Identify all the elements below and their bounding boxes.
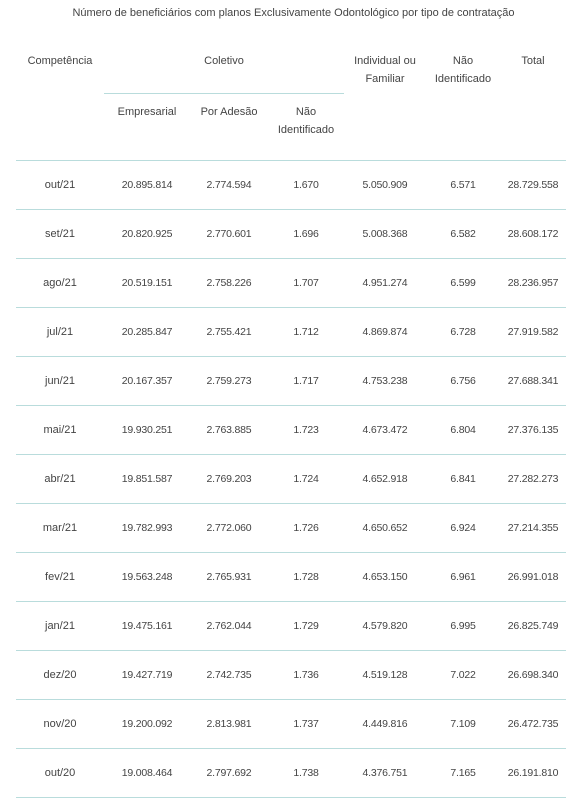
cell-individual: 4.519.128 — [344, 650, 426, 699]
cell-nao-identificado: 6.924 — [426, 503, 500, 552]
cell-empresarial: 20.167.357 — [104, 356, 190, 405]
header-nao-identificado-coletivo: Não Identificado — [268, 93, 344, 160]
cell-empresarial: 19.563.248 — [104, 552, 190, 601]
cell-nao-identificado: 7.109 — [426, 699, 500, 748]
cell-competencia: fev/21 — [16, 552, 104, 601]
cell-competencia: nov/20 — [16, 699, 104, 748]
cell-nao-identificado-coletivo: 1.717 — [268, 356, 344, 405]
cell-total: 26.825.749 — [500, 601, 566, 650]
cell-total: 27.282.273 — [500, 454, 566, 503]
table-row — [16, 307, 566, 356]
cell-nao-identificado: 6.756 — [426, 356, 500, 405]
cell-individual: 4.673.472 — [344, 405, 426, 454]
cell-nao-identificado-coletivo: 1.707 — [268, 258, 344, 307]
cell-nao-identificado-coletivo: 1.729 — [268, 601, 344, 650]
table-title: Número de beneficiários com planos Exclusivamente Odontológico por tipo de contratação — [72, 7, 515, 19]
header-competencia: Competência — [16, 44, 104, 160]
cell-competencia: jun/21 — [16, 356, 104, 405]
cell-individual: 4.376.751 — [344, 748, 426, 797]
cell-por-adesao: 2.770.601 — [190, 209, 268, 258]
cell-por-adesao: 2.772.060 — [190, 503, 268, 552]
cell-nao-identificado: 6.804 — [426, 405, 500, 454]
cell-nao-identificado: 6.599 — [426, 258, 500, 307]
table-row — [16, 356, 566, 405]
table-row — [16, 209, 566, 258]
table-body — [16, 160, 566, 797]
cell-competencia: mai/21 — [16, 405, 104, 454]
cell-nao-identificado: 6.961 — [426, 552, 500, 601]
cell-nao-identificado: 6.995 — [426, 601, 500, 650]
table-row — [16, 503, 566, 552]
header-empresarial: Empresarial — [104, 93, 190, 160]
table-row — [16, 258, 566, 307]
cell-total: 26.472.735 — [500, 699, 566, 748]
cell-nao-identificado: 6.728 — [426, 307, 500, 356]
cell-competencia: set/21 — [16, 209, 104, 258]
cell-total: 27.214.355 — [500, 503, 566, 552]
header-total: Total — [500, 44, 566, 160]
cell-empresarial: 19.475.161 — [104, 601, 190, 650]
cell-competencia: abr/21 — [16, 454, 104, 503]
cell-total: 27.688.341 — [500, 356, 566, 405]
cell-individual: 4.449.816 — [344, 699, 426, 748]
cell-empresarial: 20.519.151 — [104, 258, 190, 307]
cell-individual: 4.650.652 — [344, 503, 426, 552]
cell-competencia: out/20 — [16, 748, 104, 797]
cell-empresarial: 19.008.464 — [104, 748, 190, 797]
cell-empresarial: 19.427.719 — [104, 650, 190, 699]
cell-individual: 4.652.918 — [344, 454, 426, 503]
cell-competencia: out/21 — [16, 160, 104, 209]
cell-nao-identificado: 6.571 — [426, 160, 500, 209]
cell-por-adesao: 2.797.692 — [190, 748, 268, 797]
cell-por-adesao: 2.759.273 — [190, 356, 268, 405]
cell-nao-identificado-coletivo: 1.670 — [268, 160, 344, 209]
cell-nao-identificado-coletivo: 1.723 — [268, 405, 344, 454]
cell-total: 27.919.582 — [500, 307, 566, 356]
cell-individual: 4.753.238 — [344, 356, 426, 405]
cell-total: 27.376.135 — [500, 405, 566, 454]
header-individual: Individual ou Familiar — [344, 44, 426, 160]
table-row — [16, 748, 566, 797]
cell-por-adesao: 2.763.885 — [190, 405, 268, 454]
cell-por-adesao: 2.758.226 — [190, 258, 268, 307]
cell-total: 28.236.957 — [500, 258, 566, 307]
cell-nao-identificado-coletivo: 1.724 — [268, 454, 344, 503]
table-row — [16, 405, 566, 454]
cell-competencia: jan/21 — [16, 601, 104, 650]
cell-nao-identificado: 7.022 — [426, 650, 500, 699]
cell-individual: 4.951.274 — [344, 258, 426, 307]
cell-total: 28.608.172 — [500, 209, 566, 258]
cell-competencia: mar/21 — [16, 503, 104, 552]
cell-nao-identificado: 7.165 — [426, 748, 500, 797]
cell-empresarial: 19.851.587 — [104, 454, 190, 503]
cell-nao-identificado-coletivo: 1.737 — [268, 699, 344, 748]
cell-por-adesao: 2.762.044 — [190, 601, 268, 650]
cell-empresarial: 20.895.814 — [104, 160, 190, 209]
table-row — [16, 601, 566, 650]
cell-nao-identificado: 6.582 — [426, 209, 500, 258]
cell-nao-identificado-coletivo: 1.712 — [268, 307, 344, 356]
cell-por-adesao: 2.765.931 — [190, 552, 268, 601]
table-row — [16, 160, 566, 209]
cell-individual: 5.008.368 — [344, 209, 426, 258]
cell-por-adesao: 2.769.203 — [190, 454, 268, 503]
cell-individual: 4.869.874 — [344, 307, 426, 356]
cell-empresarial: 20.820.925 — [104, 209, 190, 258]
cell-competencia: dez/20 — [16, 650, 104, 699]
table-row — [16, 454, 566, 503]
cell-por-adesao: 2.774.594 — [190, 160, 268, 209]
cell-nao-identificado-coletivo: 1.736 — [268, 650, 344, 699]
cell-nao-identificado: 6.841 — [426, 454, 500, 503]
cell-nao-identificado-coletivo: 1.726 — [268, 503, 344, 552]
cell-total: 28.729.558 — [500, 160, 566, 209]
header-nao-identificado: Não Identificado — [426, 44, 500, 160]
cell-total: 26.698.340 — [500, 650, 566, 699]
beneficiarios-table — [16, 44, 566, 798]
header-por-adesao: Por Adesão — [190, 93, 268, 160]
cell-empresarial: 19.782.993 — [104, 503, 190, 552]
cell-nao-identificado-coletivo: 1.728 — [268, 552, 344, 601]
cell-total: 26.991.018 — [500, 552, 566, 601]
cell-empresarial: 19.930.251 — [104, 405, 190, 454]
cell-nao-identificado-coletivo: 1.696 — [268, 209, 344, 258]
cell-empresarial: 20.285.847 — [104, 307, 190, 356]
header-coletivo: Coletivo — [104, 44, 344, 93]
cell-por-adesao: 2.755.421 — [190, 307, 268, 356]
cell-empresarial: 19.200.092 — [104, 699, 190, 748]
cell-individual: 4.653.150 — [344, 552, 426, 601]
table-row — [16, 552, 566, 601]
cell-individual: 4.579.820 — [344, 601, 426, 650]
cell-individual: 5.050.909 — [344, 160, 426, 209]
cell-nao-identificado-coletivo: 1.738 — [268, 748, 344, 797]
table-row — [16, 699, 566, 748]
table-row — [16, 650, 566, 699]
cell-por-adesao: 2.742.735 — [190, 650, 268, 699]
cell-por-adesao: 2.813.981 — [190, 699, 268, 748]
cell-competencia: ago/21 — [16, 258, 104, 307]
cell-total: 26.191.810 — [500, 748, 566, 797]
cell-competencia: jul/21 — [16, 307, 104, 356]
